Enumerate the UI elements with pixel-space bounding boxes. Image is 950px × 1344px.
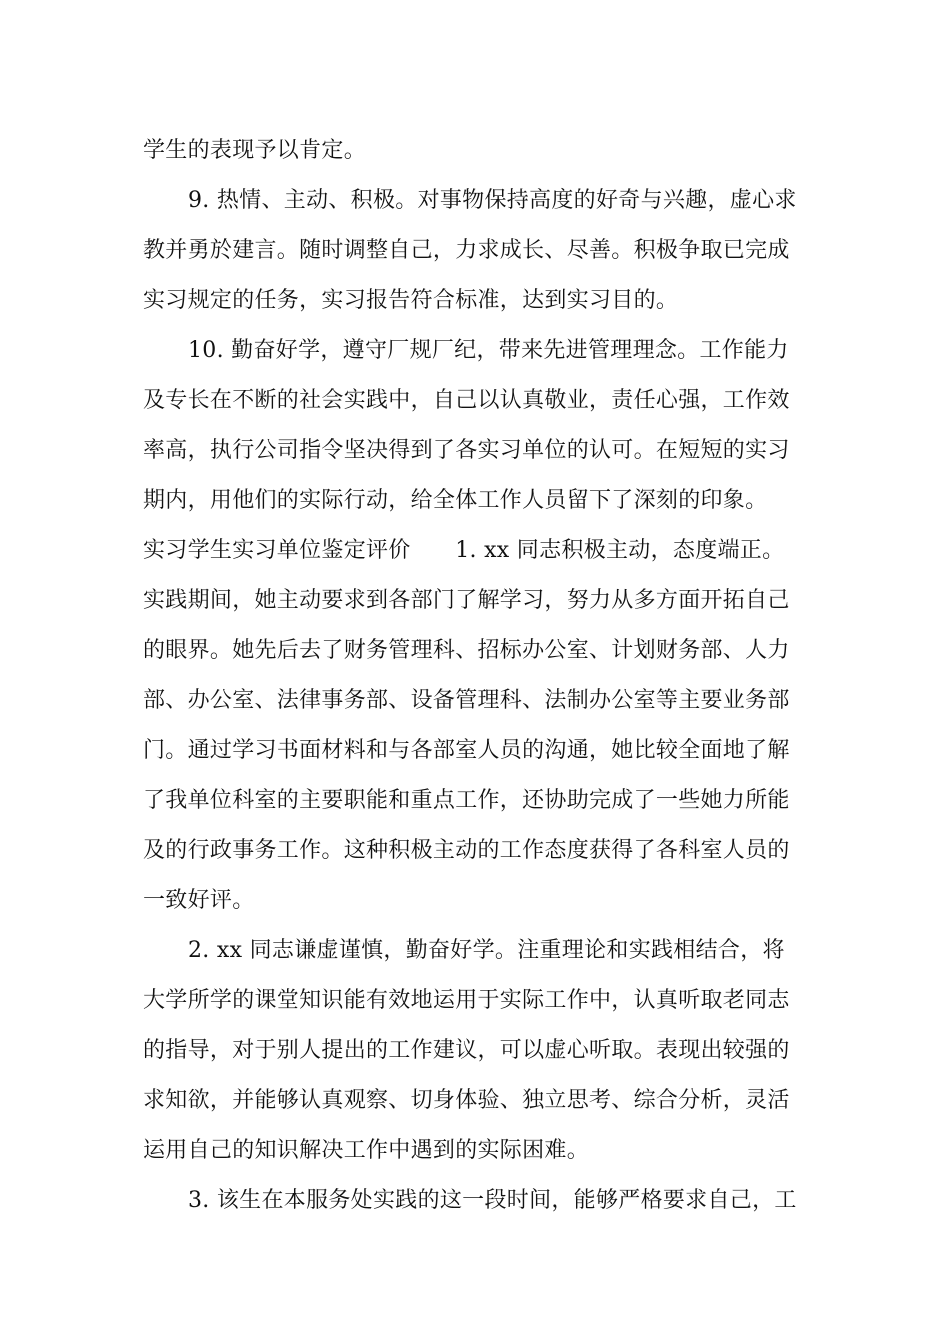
text-line: 教并勇於建言。随时调整自己，力求成长、尽善。积极争取已完成 xyxy=(143,238,790,263)
text-line: 率高，执行公司指令坚决得到了各实习单位的认可。在短短的实习 xyxy=(143,438,790,463)
text-line: 了我单位科室的主要职能和重点工作，还协助完成了一些她力所能 xyxy=(143,788,790,813)
text-line: 及的行政事务工作。这种积极主动的工作态度获得了各科室人员的 xyxy=(143,838,790,863)
text-line: 实习规定的任务，实习报告符合标准，达到实习目的。 xyxy=(143,288,679,313)
text-line: 大学所学的课堂知识能有效地运用于实际工作中，认真听取老同志 xyxy=(143,988,790,1013)
text-line: 3. 该生在本服务处实践的这一段时间，能够严格要求自己，工 xyxy=(188,1188,797,1213)
text-line: 求知欲，并能够认真观察、切身体验、独立思考、综合分析，灵活 xyxy=(143,1088,790,1113)
text-line: 的眼界。她先后去了财务管理科、招标办公室、计划财务部、人力 xyxy=(143,638,790,663)
text-line: 及专长在不断的社会实践中，自己以认真敬业，责任心强，工作效 xyxy=(143,388,790,413)
text-line: 的指导，对于别人提出的工作建议，可以虚心听取。表现出较强的 xyxy=(143,1038,790,1063)
text-line: 2. xx 同志谦虚谨慎，勤奋好学。注重理论和实践相结合，将 xyxy=(188,938,785,963)
text-line: 期内，用他们的实际行动，给全体工作人员留下了深刻的印象。 xyxy=(143,488,768,513)
text-line: 10. 勤奋好学，遵守厂规厂纪，带来先进管理理念。工作能力 xyxy=(188,338,789,363)
text-line: 实践期间，她主动要求到各部门了解学习，努力从多方面开拓自己 xyxy=(143,588,790,613)
text-line: 一致好评。 xyxy=(143,888,255,913)
text-line: 运用自己的知识解决工作中遇到的实际困难。 xyxy=(143,1138,590,1163)
text-line: 部、办公室、法律事务部、设备管理科、法制办公室等主要业务部 xyxy=(143,688,790,713)
text-line: 学生的表现予以肯定。 xyxy=(143,138,367,163)
text-line: 门。通过学习书面材料和与各部室人员的沟通，她比较全面地了解 xyxy=(143,738,790,763)
text-line: 实习学生实习单位鉴定评价 1. xx 同志积极主动，态度端正。 xyxy=(143,538,785,563)
text-line: 9. 热情、主动、积极。对事物保持高度的好奇与兴趣，虚心求 xyxy=(188,188,797,213)
